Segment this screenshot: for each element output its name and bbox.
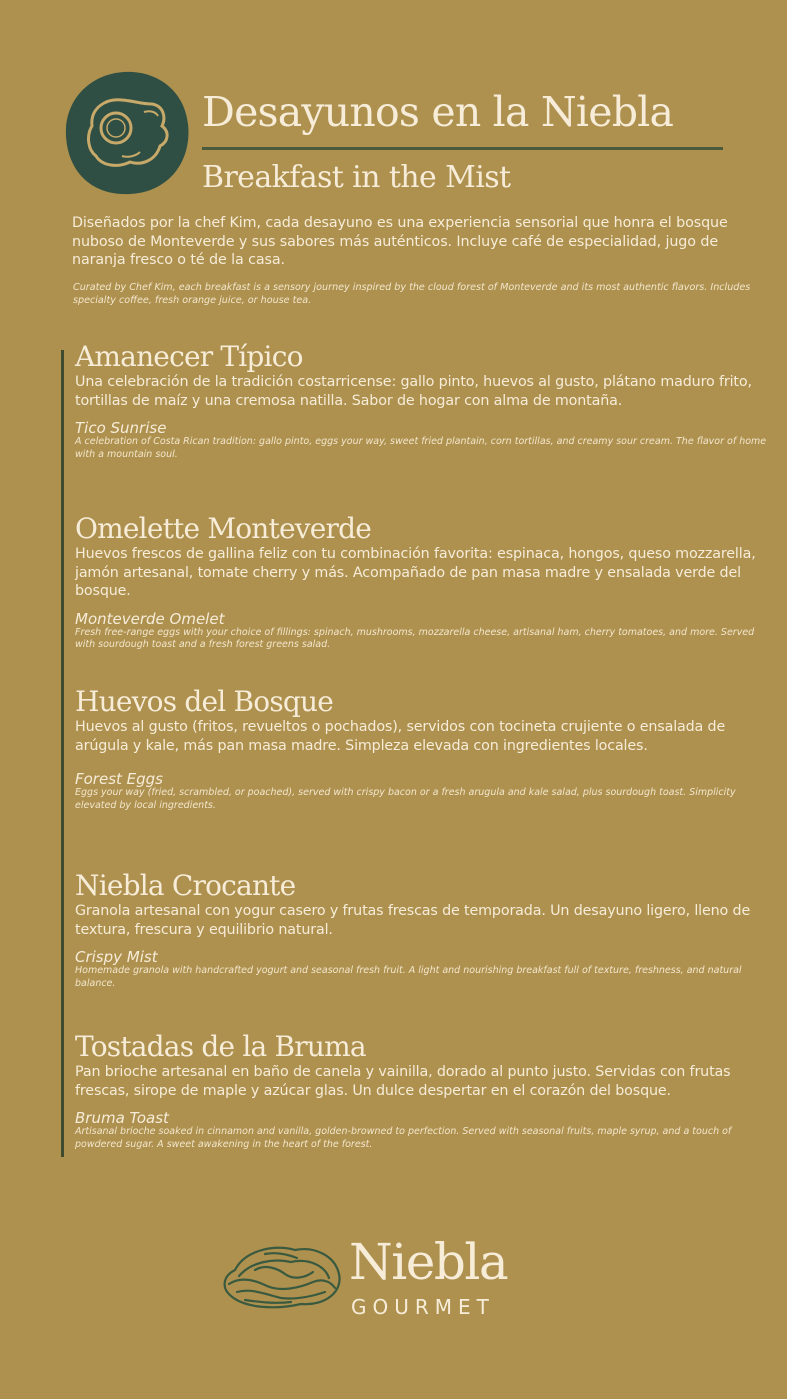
menu-header — [62, 68, 742, 208]
menu-item-desc-es: Huevos al gusto (fritos, revueltos o pochados), servidos con tocineta crujiente o ensalada de arúgula y kale, más pan masa madre. Simpleza elevada con ingredientes locales. — [75, 719, 726, 754]
brand-tagline: GOURMET — [351, 1295, 495, 1319]
menu-item-name-en: Tico Sunrise — [75, 419, 167, 437]
menu-item-desc-es: Una celebración de la tradición costarricense: gallo pinto, huevos al gusto, plátano maduro frito, tortillas de maíz y una cremosa natilla. Sabor de hogar con alma de montaña. — [75, 374, 752, 409]
page-title: Desayunos en la Niebla — [202, 88, 674, 136]
mist-cloud-icon — [215, 1240, 345, 1312]
menu-item — [75, 341, 775, 462]
brand-footer — [215, 1233, 545, 1326]
menu-item-desc-en: Artisanal brioche soaked in cinnamon and vanilla, golden-browned to perfection. Served with seasonal fruits, maple syrup, and a touch of powdered sugar. A sweet awakening in the heart of the forest. — [75, 1126, 732, 1150]
menu-item — [75, 513, 775, 652]
intro-english: Curated by Chef Kim, each breakfast is a sensory journey inspired by the cloud forest of Monteverde and its most authentic flavors. Includes specialty coffee, fresh orange juice, or house tea. — [73, 282, 751, 306]
menu-item-title: Amanecer Típico — [75, 340, 303, 373]
menu-item-title: Tostadas de la Bruma — [75, 1030, 366, 1063]
menu-item-name-en: Forest Eggs — [75, 770, 164, 788]
menu-item-desc-en: Eggs your way (fried, scrambled, or poached), served with crispy bacon or a fresh arugula and kale salad, plus sourdough toast. Simplicity elevated by local ingredients. — [75, 787, 736, 811]
page-subtitle: Breakfast in the Mist — [202, 160, 511, 195]
intro-spanish: Diseñados por la chef Kim, cada desayuno es una experiencia sensorial que honra el bosque nuboso de Monteverde y sus sabores más auténticos. Incluye café de especialidad, jugo de naranja fresco o té de la casa. — [72, 215, 728, 268]
menu-item-name-en: Monteverde Omelet — [75, 609, 225, 628]
menu-item — [75, 1031, 775, 1152]
menu-item-desc-en: Fresh free-range eggs with your choice of fillings: spinach, mushrooms, mozzarella cheese, artisanal ham, cherry tomatoes, and more. Served with sourdough toast and a fresh forest greens salad. — [75, 626, 755, 651]
title-divider — [202, 147, 723, 150]
menu-item-desc-es: Granola artesanal con yogur casero y frutas frescas de temporada. Un desayuno ligero, lleno de textura, frescura y equilibrio natural. — [75, 903, 751, 938]
menu-item-name-en: Bruma Toast — [75, 1109, 169, 1127]
menu-item-title: Omelette Monteverde — [75, 512, 372, 545]
menu-item-title: Niebla Crocante — [75, 869, 296, 902]
menu-item-name-en: Crispy Mist — [75, 948, 158, 966]
menu-item-desc-en: Homemade granola with handcrafted yogurt and seasonal fresh fruit. A light and nourishing breakfast full of texture, freshness, and natural balance. — [75, 965, 742, 989]
menu-item-desc-es: Huevos frescos de gallina feliz con tu combinación favorita: espinaca, hongos, queso mozzarella, jamón artesanal, tomate cherry y más. Acompañado de pan masa madre y ensalada verde del bosque. — [75, 546, 756, 599]
menu-accent-bar — [61, 350, 64, 1157]
menu-item — [75, 686, 775, 813]
brand-name: Niebla — [349, 1233, 508, 1291]
fried-egg-icon — [62, 68, 192, 198]
menu-item — [75, 870, 775, 991]
menu-item-desc-en: A celebration of Costa Rican tradition: gallo pinto, eggs your way, sweet fried plantain, corn tortillas, and creamy sour cream. The flavor of home with a mountain soul. — [75, 436, 767, 460]
menu-item-title: Huevos del Bosque — [75, 685, 334, 718]
menu-item-desc-es: Pan brioche artesanal en baño de canela y vainilla, dorado al punto justo. Servidas con frutas frescas, sirope de maple y azúcar glas. Un dulce despertar en el corazón del bosque. — [75, 1064, 731, 1099]
